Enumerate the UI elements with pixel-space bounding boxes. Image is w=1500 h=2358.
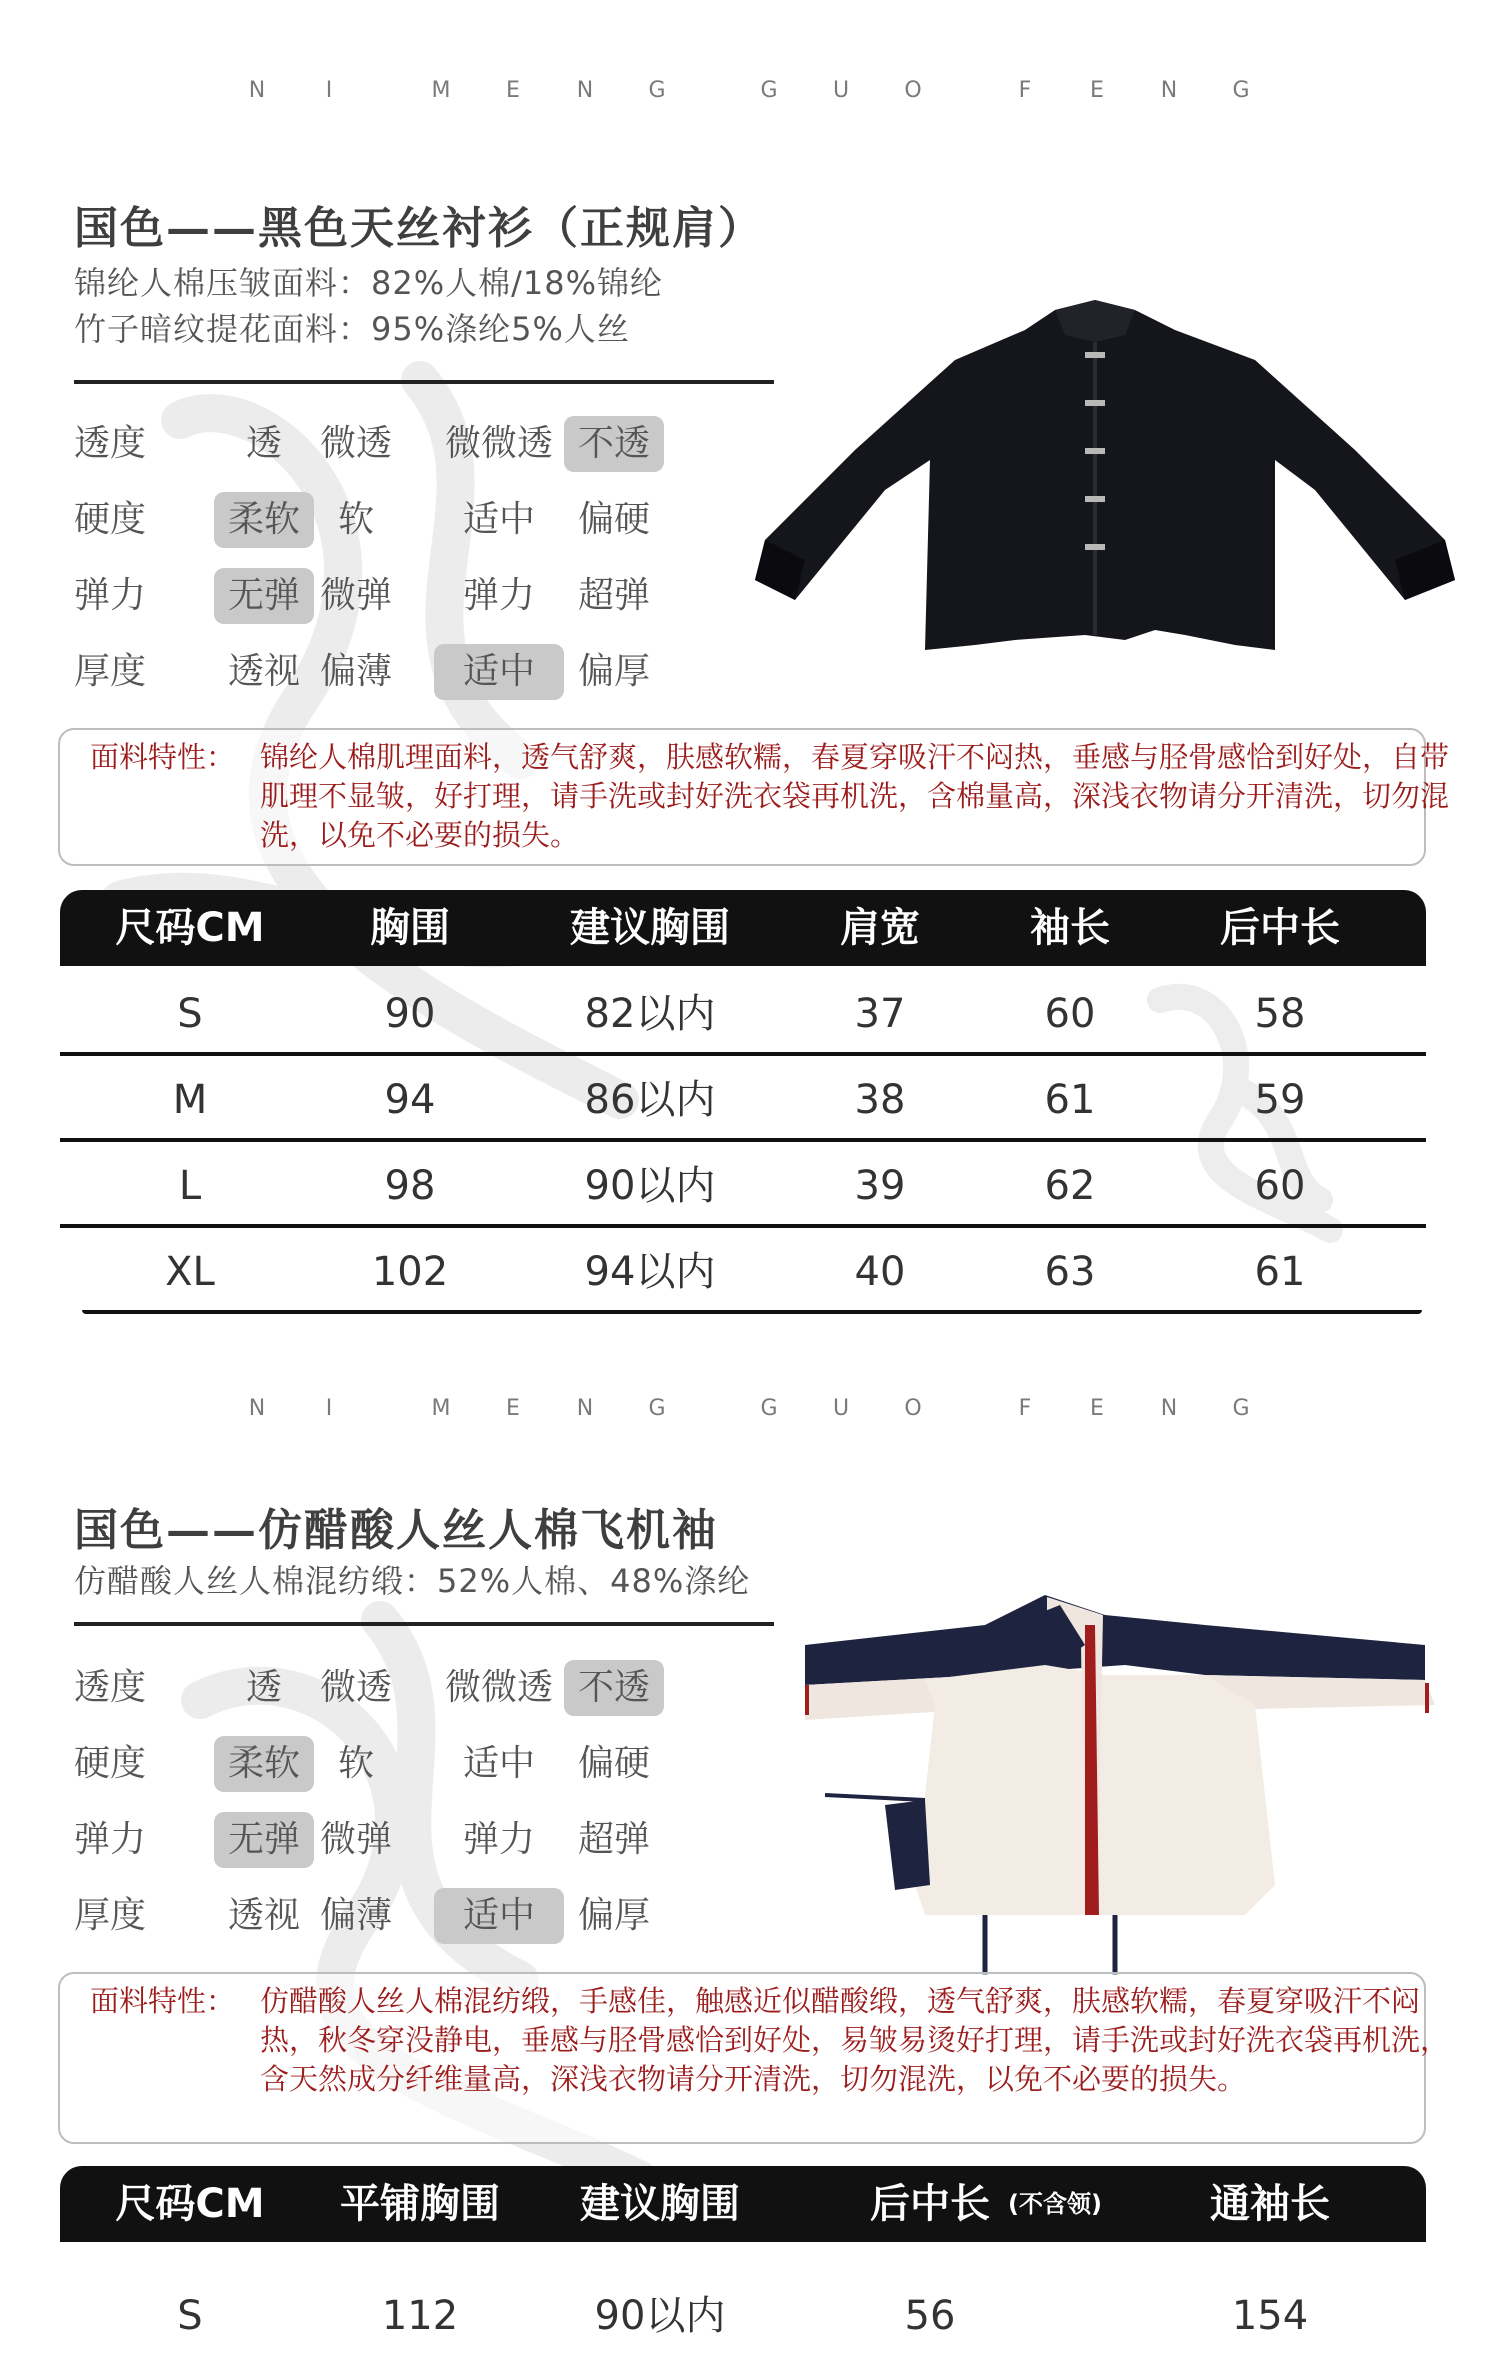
note-heading: 面料特性： [90, 1984, 236, 2018]
cream-jacket-image [785, 1585, 1455, 1985]
attribute-option: 透 [245, 1667, 282, 1708]
header-shoulder: 肩宽 [840, 905, 920, 951]
attribute-option: 软 [337, 1743, 374, 1784]
table-cell: 90以内 [594, 2293, 726, 2339]
attribute-option: 软 [337, 499, 374, 540]
product2-divider [74, 1622, 774, 1626]
table-cell: S [177, 991, 203, 1037]
attribute-option-selected: 不透 [564, 416, 664, 472]
attribute-option-selected: 不透 [564, 1660, 664, 1716]
table-cell: 58 [1254, 991, 1306, 1037]
attribute-option: 偏厚 [577, 651, 650, 692]
attribute-option-selected: 无弹 [214, 568, 314, 624]
attribute-option: 超弹 [577, 1819, 650, 1860]
row-divider [82, 1310, 1422, 1314]
header-sleeve-span: 通袖长 [1210, 2181, 1330, 2227]
attribute-option-selected: 柔软 [214, 1736, 314, 1792]
table-cell: 63 [1044, 1249, 1096, 1295]
attribute-option: 偏薄 [319, 1895, 392, 1936]
product1-fabric-2: 竹子暗纹提花面料：95%涤纶5%人丝 [74, 310, 630, 348]
table-cell: L [178, 1163, 202, 1209]
attribute-option: 微微透 [444, 423, 553, 464]
header-back-length: 后中长 [1220, 905, 1340, 951]
note-heading: 面料特性： [90, 740, 236, 774]
table-row [60, 1058, 1426, 1142]
header-flat-chest: 平铺胸围 [340, 2181, 500, 2227]
attribute-option: 弹力 [462, 1819, 535, 1860]
attribute-option-selected: 适中 [434, 1888, 564, 1944]
table-row [60, 1144, 1426, 1228]
table-cell: 82以内 [584, 991, 716, 1037]
product2-title: 国色——仿醋酸人丝人棉飞机袖 [74, 1505, 718, 1556]
attribute-option: 弹力 [462, 575, 535, 616]
table-cell: 94以内 [584, 1249, 716, 1295]
table-cell: 112 [381, 2293, 459, 2339]
table-cell: 102 [371, 1249, 449, 1295]
attribute-label: 硬度 [74, 1743, 147, 1784]
product1-fabric-1: 锦纶人棉压皱面料：82%人棉/18%锦纶 [74, 264, 664, 302]
attribute-option: 微弹 [319, 1819, 392, 1860]
table-cell: 61 [1044, 1077, 1096, 1123]
header-suggested-chest: 建议胸围 [570, 905, 730, 951]
product1-fabric-note [58, 728, 1450, 866]
attribute-label: 弹力 [74, 1819, 147, 1860]
attribute-label: 厚度 [74, 651, 147, 692]
attribute-option-selected: 无弹 [214, 1812, 314, 1868]
attribute-label: 透度 [74, 423, 147, 464]
attribute-option: 微透 [319, 423, 392, 464]
table-cell: 60 [1044, 991, 1096, 1037]
header-chest: 胸围 [370, 905, 450, 951]
attribute-label: 透度 [74, 1667, 147, 1708]
attribute-option: 适中 [462, 499, 535, 540]
row-divider [60, 1052, 1426, 1056]
table-cell: 59 [1254, 1077, 1306, 1123]
attribute-option: 微弹 [319, 575, 392, 616]
black-shirt-image [755, 290, 1455, 670]
table-cell: XL [165, 1249, 215, 1295]
attribute-option: 偏厚 [577, 1895, 650, 1936]
attribute-option: 透 [245, 423, 282, 464]
header-suggested-chest: 建议胸围 [580, 2181, 740, 2227]
attribute-option: 透视 [227, 651, 300, 692]
header-sleeve: 袖长 [1030, 905, 1110, 951]
product1-size-table-header [60, 890, 1426, 966]
table-cell: 37 [854, 991, 906, 1037]
table-row [60, 972, 1426, 1056]
attribute-option-selected: 适中 [434, 644, 564, 700]
attribute-label: 硬度 [74, 499, 147, 540]
attribute-option: 微透 [319, 1667, 392, 1708]
table-cell: 90以内 [584, 1163, 716, 1209]
table-cell: 39 [854, 1163, 906, 1209]
table-cell: 98 [384, 1163, 436, 1209]
attribute-option: 偏硬 [577, 499, 650, 540]
table-cell: 56 [904, 2293, 956, 2339]
attribute-option: 微微透 [444, 1667, 553, 1708]
table-cell: 90 [384, 991, 436, 1037]
table-cell: 38 [854, 1077, 906, 1123]
header-back-length: 后中长 [870, 2181, 990, 2227]
row-divider [60, 1138, 1426, 1142]
attribute-option: 超弹 [577, 575, 650, 616]
table-cell: S [177, 2293, 203, 2339]
table-row [60, 2274, 1426, 2339]
brand-line-2: N I M E N G G U O F E N G [248, 1396, 1252, 1421]
product1-title: 国色——黑色天丝衬衫（正规肩） [74, 203, 764, 254]
table-cell: 61 [1254, 1249, 1306, 1295]
product2-fabric-1: 仿醋酸人丝人棉混纺缎：52%人棉、48%涤纶 [74, 1562, 751, 1600]
attribute-label: 弹力 [74, 575, 147, 616]
note-text: 仿醋酸人丝人棉混纺缎，手感佳，触感近似醋酸缎，透气舒爽，肤感软糯，春夏穿吸汗不闷热，秋冬穿没静电，垂感与胫骨感恰到好处，易皱易烫好打理，请手洗或封好洗衣袋再机洗，含天然成分纤维量高，深浅衣物请分开清洗，切勿混洗，以免不必要的损失。 [260, 1984, 1450, 2096]
attribute-option: 偏薄 [319, 651, 392, 692]
attribute-option: 适中 [462, 1743, 535, 1784]
table-row [60, 1230, 1426, 1314]
attribute-option: 透视 [227, 1895, 300, 1936]
row-divider [60, 1224, 1426, 1228]
table-cell: 154 [1231, 2293, 1309, 2339]
brand-line-1: N I M E N G G U O F E N G [248, 78, 1252, 103]
header-back-length-note: (不含领) [1008, 2190, 1102, 2218]
table-cell: 94 [384, 1077, 436, 1123]
attribute-label: 厚度 [74, 1895, 147, 1936]
product2-fabric-note [58, 1972, 1450, 2144]
table-cell: 40 [854, 1249, 906, 1295]
attribute-option: 偏硬 [577, 1743, 650, 1784]
header-size: 尺码CM [115, 2181, 265, 2227]
table-cell: 60 [1254, 1163, 1306, 1209]
attribute-option-selected: 柔软 [214, 492, 314, 548]
table-cell: M [172, 1077, 208, 1123]
note-text: 锦纶人棉肌理面料，透气舒爽，肤感软糯，春夏穿吸汗不闷热，垂感与胫骨感恰到好处，自带肌理不显皱，好打理，请手洗或封好洗衣袋再机洗，含棉量高，深浅衣物请分开清洗，切勿混洗，以免不必要的损失。 [260, 740, 1450, 852]
header-size: 尺码CM [115, 905, 265, 951]
product1-divider [74, 380, 774, 384]
table-cell: 86以内 [584, 1077, 716, 1123]
product2-size-table-header [60, 2166, 1426, 2242]
table-cell: 62 [1044, 1163, 1096, 1209]
